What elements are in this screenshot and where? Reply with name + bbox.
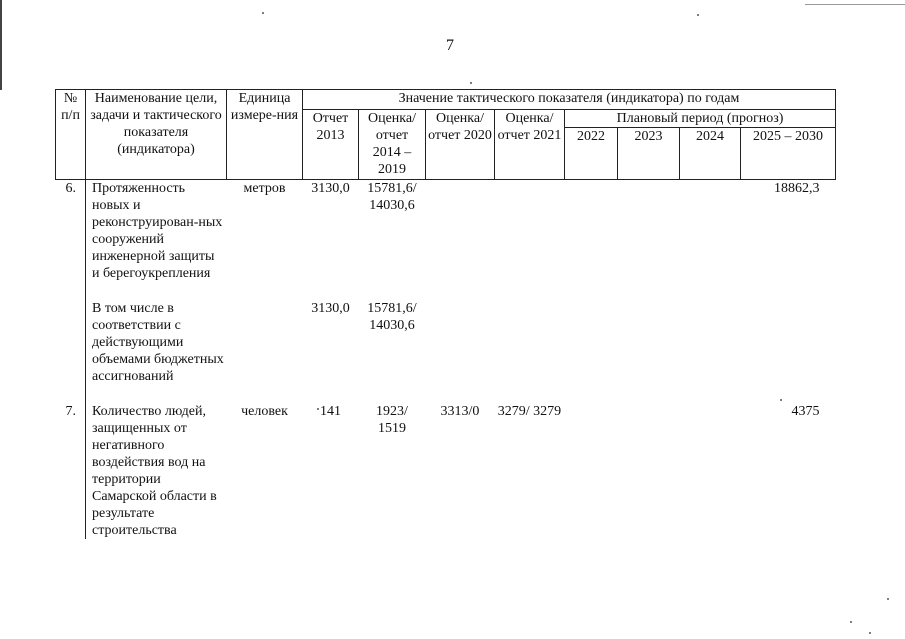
header-values-group: Значение тактического показателя (индикатора) по годам (303, 90, 836, 110)
row-value-2013: 3130,0 (311, 301, 350, 316)
row-value-2014-2019: 15781,6/ 14030,6 (367, 181, 417, 213)
table-body (56, 180, 836, 540)
header-unit: Единица измере-ния (227, 90, 303, 180)
page-number: 7 (446, 37, 454, 54)
table-row (56, 300, 836, 385)
row-value-2024 (680, 403, 741, 539)
header-2013: Отчет 2013 (303, 110, 359, 180)
row-unit: метров (243, 181, 286, 196)
row-value-2014-2019: 15781,6/ 14030,6 (367, 301, 417, 333)
scan-speck (317, 408, 319, 410)
row-value-2022 (565, 300, 618, 385)
header-plan-group: Плановый период (прогноз) (565, 110, 836, 128)
row-value-2022 (565, 403, 618, 539)
header-2022: 2022 (565, 128, 618, 180)
row-value-2021 (495, 180, 565, 283)
header-2023: 2023 (618, 128, 680, 180)
row-value-2022 (565, 180, 618, 283)
row-unit: человек (241, 404, 288, 419)
row-num: 7. (65, 404, 76, 419)
header-2025-2030: 2025 – 2030 (741, 128, 836, 180)
row-num (56, 300, 86, 385)
table-header (56, 90, 836, 180)
header-2021: Оценка/ отчет 2021 (495, 110, 565, 180)
scan-speck (850, 621, 852, 623)
header-name: Наименование цели, задачи и тактического показателя (индикатора) (86, 90, 227, 180)
row-value-2013: 141 (320, 404, 341, 419)
scan-speck (470, 82, 472, 84)
row-value-2025-2030: 18862,3 (774, 181, 820, 196)
table-row (56, 403, 836, 539)
row-name: В том числе в соответствии с действующими объемами бюджетных ассигнований (86, 300, 227, 385)
header-2024: 2024 (680, 128, 741, 180)
row-value-2025-2030: 4375 (791, 404, 820, 419)
header-num: № п/п (56, 90, 86, 180)
row-value-2024 (680, 180, 741, 283)
header-2020: Оценка/ отчет 2020 (426, 110, 495, 180)
indicator-table (55, 89, 836, 539)
row-name: Количество людей, защищенных от негативного воздействия вод на территории Самарской области в результате строительства (86, 403, 227, 539)
scan-top-edge (805, 4, 905, 5)
row-value-2023 (618, 300, 680, 385)
row-value-2020 (426, 300, 495, 385)
scan-speck (869, 632, 871, 634)
row-value-2020: 3313/0 (440, 404, 480, 419)
row-value-2024 (680, 300, 741, 385)
row-value-2021 (495, 300, 565, 385)
row-unit (227, 300, 303, 385)
row-name: Протяженность новых и реконструирован-ных сооружений инженерной защиты и берегоукрепления (86, 180, 227, 283)
table-row (56, 180, 836, 283)
scan-speck (887, 598, 889, 600)
scan-left-edge (0, 0, 2, 90)
row-value-2023 (618, 180, 680, 283)
scan-speck (780, 399, 782, 401)
row-value-2014-2019: 1923/ 1519 (376, 404, 408, 436)
row-gap (56, 385, 836, 403)
row-num: 6. (65, 181, 76, 196)
row-gap (56, 282, 836, 300)
scan-speck (697, 14, 699, 16)
row-value-2025-2030 (741, 300, 836, 385)
row-value-2023 (618, 403, 680, 539)
scan-speck (262, 12, 264, 14)
row-value-2020 (426, 180, 495, 283)
row-value-2013: 3130,0 (311, 181, 350, 196)
row-value-2021: 3279/ 3279 (497, 404, 562, 419)
header-2014-2019: Оценка/ отчет 2014 – 2019 (359, 110, 426, 180)
